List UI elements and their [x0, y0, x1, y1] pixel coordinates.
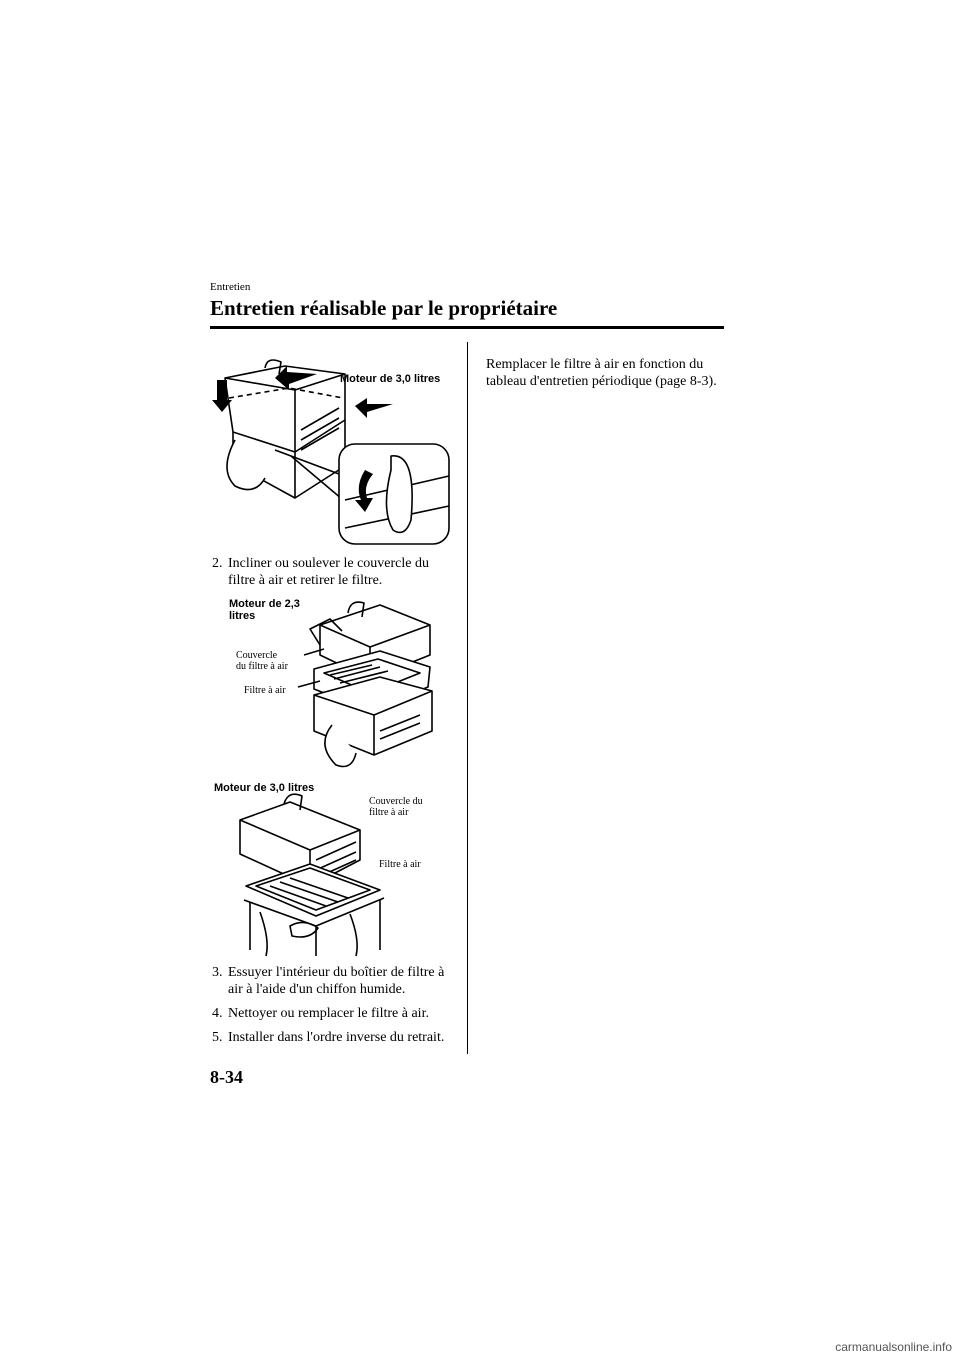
page-number: 8-34	[210, 1067, 243, 1087]
column-divider	[467, 342, 468, 1054]
fig2-engine-label: Moteur de 2,3 litres	[229, 598, 300, 622]
page-title: Entretien réalisable par le propriétaire	[210, 296, 558, 320]
footer-watermark: carmanualsonline.info	[835, 1340, 952, 1354]
fig3-filter-label: Filtre à air	[379, 859, 421, 870]
step-3: 3. Essuyer l'intérieur du boîtier de filtre à air à l'aide d'un chiffon humide.	[212, 965, 445, 997]
step-5: 5. Installer dans l'ordre inverse du retrait.	[212, 1030, 445, 1045]
right-column-text: Remplacer le filtre à air en fonction du tableau d'entretien périodique (page 8-3).	[486, 357, 717, 389]
header-rule	[210, 326, 724, 329]
fig2-cover-label: Couvercle du filtre à air	[236, 650, 288, 672]
fig3-cover-label: Couvercle du filtre à air	[369, 796, 423, 818]
section-label: Entretien	[210, 281, 251, 293]
fig1-label: Moteur de 3,0 litres	[340, 373, 441, 385]
step-4: 4. Nettoyer ou remplacer le filtre à air.	[212, 1006, 429, 1021]
step-2: 2. Incliner ou soulever le couvercle du filtre à air et retirer le filtre.	[212, 556, 429, 588]
fig2-filter-label: Filtre à air	[244, 685, 286, 696]
figure-3l-clips-illustration	[205, 360, 455, 550]
fig3-engine-label: Moteur de 3,0 litres	[214, 782, 315, 794]
